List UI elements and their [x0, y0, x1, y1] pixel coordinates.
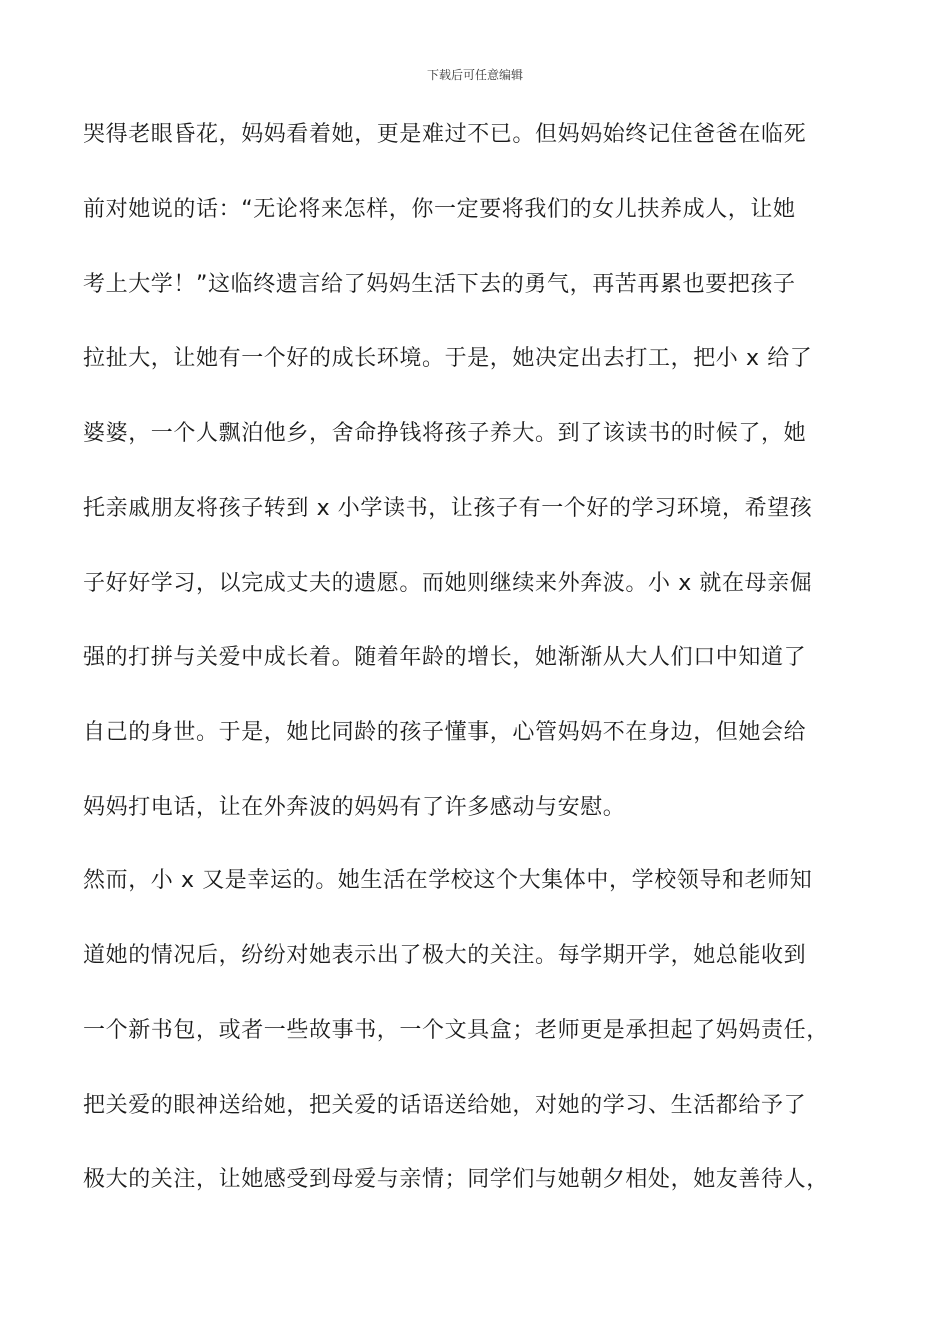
text-line: 妈妈打电话，让在外奔波的妈妈有了许多感动与安慰。 [83, 795, 626, 820]
text-line: 婆婆，一个人飘泊他乡，舍命挣钱将孩子养大。到了该读书的时候了，她 [83, 421, 807, 446]
text-line: 前对她说的话：“无论将来怎样，你一定要将我们的女儿扶养成人，让她 [83, 197, 796, 222]
text-line: 把关爱的眼神送给她，把关爱的话语送给她，对她的学习、生活都给予了 [83, 1093, 807, 1118]
text-line: 强的打拼与关爱中成长着。随着年龄的增长，她渐渐从大人们口中知道了 [83, 645, 807, 670]
text-line: 考上大学！”这临终遗言给了妈妈生活下去的勇气，再苦再累也要把孩子 [83, 272, 796, 297]
text-line: 哭得老眼昏花，妈妈看着她，更是难过不已。但妈妈始终记住爸爸在临死 [83, 122, 807, 147]
text-line: 然而，小 x 又是幸运的。她生活在学校这个大集体中，学校领导和老师知 [83, 868, 813, 893]
text-line: 托亲戚朋友将孩子转到 x 小学读书，让孩子有一个好的学习环境，希望孩 [83, 496, 813, 521]
text-line: 自己的身世。于是，她比同龄的孩子懂事，心管妈妈不在身边，但她会给 [83, 720, 807, 745]
text-line: 一个新书包，或者一些故事书，一个文具盒；老师更是承担起了妈妈责任， [83, 1018, 829, 1043]
text-line: 极大的关注，让她感受到母爱与亲情；同学们与她朝夕相处，她友善待人， [83, 1167, 829, 1192]
text-line: 拉扯大，让她有一个好的成长环境。于是，她决定出去打工，把小 x 给了 [83, 346, 813, 371]
text-line: 子好好学习，以完成丈夫的遗愿。而她则继续来外奔波。小 x 就在母亲倔 [83, 571, 813, 596]
page-header: 下载后可任意编辑 [426, 68, 523, 82]
text-line: 道她的情况后，纷纷对她表示出了极大的关注。每学期开学，她总能收到 [83, 943, 807, 968]
